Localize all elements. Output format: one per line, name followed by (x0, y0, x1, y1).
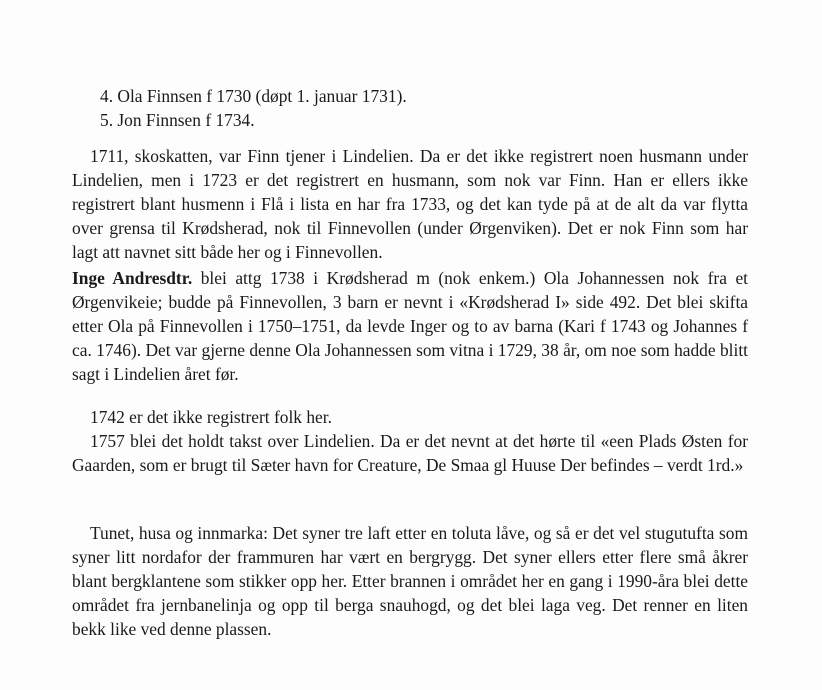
person-name-inge: Inge Andresdtr. (72, 268, 193, 288)
paragraph-inge-text: blei attg 1738 i Krødsherad m (nok enkem.) Ola Johannessen nok fra et Ørgenvikeie; budde på Finnevollen, 3 barn er nevnt i «Krødsherad I» side 492. Det blei skifta etter Ola på Finnevollen i 1750–1751, da levde Inger og to av barna (Kari f 1743 og Johannes f ca. 1746). Det var gjerne denne Ola Johannessen som vitna i 1729, 38 år, om noe som hadde blitt sagt i Lindelien året før. (72, 268, 749, 384)
paragraph-1757: 1757 blei det holdt takst over Lindelien. Da er det nevnt at det hørte til «een Plads Østen for Gaarden, som er brugt til Sæter havn for Creature, De Smaa gl Huuse Der befindes – verdt 1rd.» (72, 431, 748, 475)
list-item-4: 4. Ola Finnsen f 1730 (døpt 1. januar 1731). (100, 86, 407, 106)
paragraph-inge (72, 266, 748, 386)
paragraph-1742: 1742 er det ikke registrert folk her. (90, 407, 332, 427)
paragraph-1711: 1711, skoskatten, var Finn tjener i Lindelien. Da er det ikke registrert noen husmann under Lindelien, men i 1723 er det registrert en husmann, som nok var Finn. Han er ellers ikke registrert blant husmenn i Flå i lista en har fra 1733, og det kan tyde på at de alt da var flytta over grensa til Krødsherad, nok til Finnevollen (under Ørgenviken). Det er nok Finn som har lagt att navnet sitt både her og i Finnevollen. (72, 146, 748, 262)
list-item-5: 5. Jon Finnsen f 1734. (100, 110, 255, 130)
paragraph-tunet: Tunet, husa og innmarka: Det syner tre laft etter en toluta låve, og så er det vel stugutufta som syner litt nordafor der frammuren har vært en bergrygg. Det syner ellers etter flere små åkrer blant bergklantene som stikker opp her. Etter brannen i området her en gang i 1990-åra blei dette området fra jernbanelinja og opp til berga snauhogd, og det blei laga veg. Det renner en liten bekk like ved denne plassen. (72, 523, 748, 639)
